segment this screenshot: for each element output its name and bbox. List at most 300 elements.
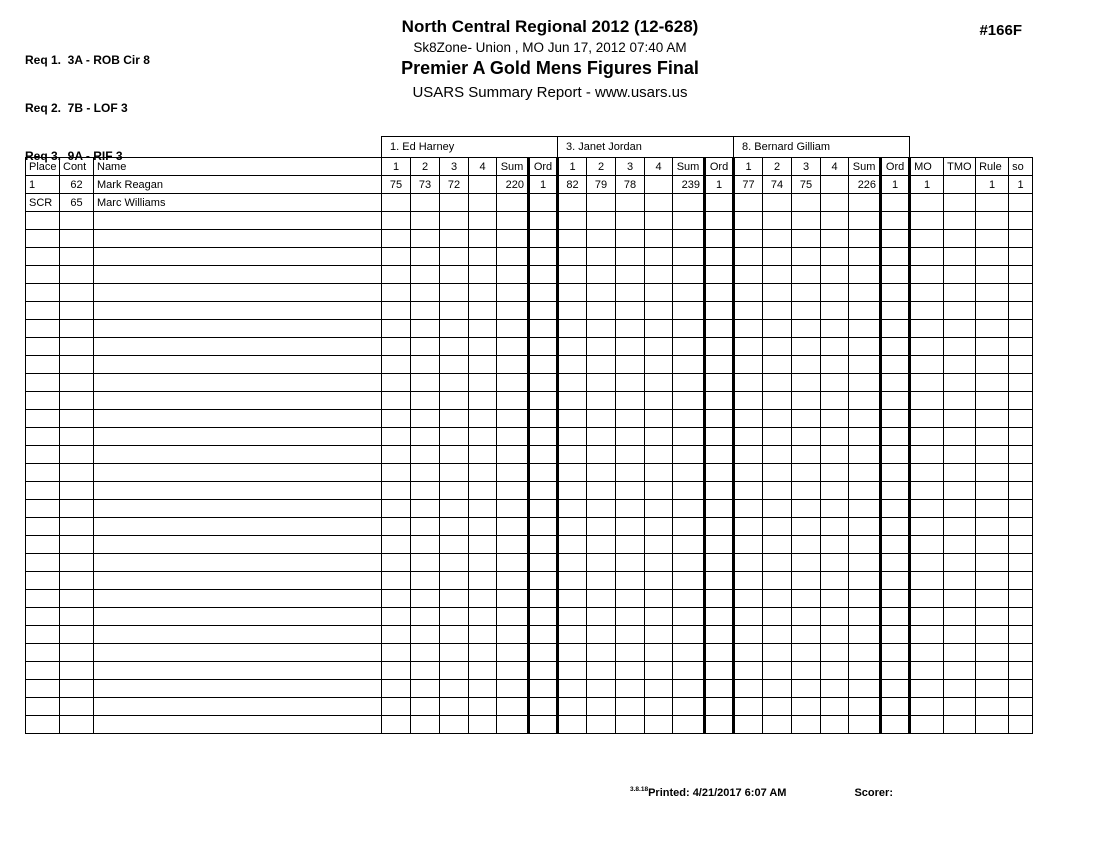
mo-cell	[910, 374, 944, 392]
judge-1-score-1	[382, 212, 411, 230]
cont-cell	[60, 644, 94, 662]
tmo-cell	[944, 302, 976, 320]
so-cell	[1009, 716, 1033, 734]
judge-2-score-4	[645, 608, 673, 626]
empty-row	[26, 302, 1033, 320]
judge-1-score-3	[440, 302, 469, 320]
mo-cell	[910, 356, 944, 374]
judge-3-ord	[881, 644, 910, 662]
judge-3-score-3	[792, 626, 821, 644]
judge-2-sum	[673, 698, 705, 716]
judge-2-score-1	[558, 230, 587, 248]
rule-cell: 1	[976, 176, 1009, 194]
col-header-rule: Rule	[976, 158, 1009, 176]
place-cell	[26, 590, 60, 608]
judge-3-score-3: 75	[792, 176, 821, 194]
judge-2-ord	[705, 302, 734, 320]
name-cell	[94, 482, 382, 500]
judge-3-score-3	[792, 410, 821, 428]
name-cell	[94, 302, 382, 320]
empty-row	[26, 374, 1033, 392]
judge-2-score-3	[616, 374, 645, 392]
empty-row	[26, 446, 1033, 464]
judge-2-sum	[673, 680, 705, 698]
judge-3-score-2	[763, 500, 792, 518]
judge-2-score-3	[616, 230, 645, 248]
judge-1-score-4	[469, 356, 497, 374]
j1-col-1: 1	[382, 158, 411, 176]
judge-3-sum: 226	[849, 176, 881, 194]
mo-cell	[910, 608, 944, 626]
j3-col-3: 3	[792, 158, 821, 176]
judge-3-score-1	[734, 662, 763, 680]
judge-2-sum	[673, 338, 705, 356]
judge-3-score-4	[821, 662, 849, 680]
cont-cell	[60, 302, 94, 320]
judge-3-ord	[881, 716, 910, 734]
judge-1-sum	[497, 590, 529, 608]
name-cell	[94, 662, 382, 680]
judge-2-ord	[705, 698, 734, 716]
so-cell	[1009, 212, 1033, 230]
judge-2-score-2	[587, 446, 616, 464]
judge-3-score-4	[821, 554, 849, 572]
judge-1-score-2	[411, 248, 440, 266]
judge-3-score-3	[792, 518, 821, 536]
judge-1-score-3	[440, 626, 469, 644]
event-number: #166F	[979, 22, 1022, 39]
judge-1-score-1	[382, 248, 411, 266]
judge-1-score-3	[440, 590, 469, 608]
j2-col-2: 2	[587, 158, 616, 176]
cont-cell	[60, 410, 94, 428]
judge-2-ord	[705, 536, 734, 554]
judge-1-score-1	[382, 302, 411, 320]
printed-timestamp: Printed: 4/21/2017 6:07 AM	[648, 787, 787, 799]
judge-2-score-4	[645, 500, 673, 518]
rule-cell	[976, 356, 1009, 374]
judge-2-sum	[673, 482, 705, 500]
so-cell	[1009, 338, 1033, 356]
rule-cell	[976, 266, 1009, 284]
judge-2-sum	[673, 266, 705, 284]
rule-cell	[976, 320, 1009, 338]
judge-2-ord	[705, 248, 734, 266]
judge-3-score-1	[734, 410, 763, 428]
place-cell	[26, 536, 60, 554]
judge-2-score-1	[558, 716, 587, 734]
judge-1-score-2: 73	[411, 176, 440, 194]
requirement-1: Req 1. 3A - ROB Cir 8	[25, 53, 150, 67]
name-cell	[94, 626, 382, 644]
judge-3-sum	[849, 500, 881, 518]
judge-1-score-3	[440, 338, 469, 356]
judge-3-ord	[881, 284, 910, 302]
judge-3-score-2	[763, 464, 792, 482]
judge-3-ord	[881, 248, 910, 266]
judge-2-ord	[705, 194, 734, 212]
judge-2-ord	[705, 680, 734, 698]
judge-1-score-3	[440, 230, 469, 248]
tmo-cell	[944, 464, 976, 482]
judge-2-ord	[705, 644, 734, 662]
judge-2-score-3	[616, 428, 645, 446]
judge-2-score-3	[616, 518, 645, 536]
cont-cell	[60, 482, 94, 500]
judge-3-sum	[849, 716, 881, 734]
judge-1-ord	[529, 266, 558, 284]
judge-2-sum	[673, 626, 705, 644]
judge-3-score-2	[763, 608, 792, 626]
judge-3-score-4	[821, 716, 849, 734]
tmo-cell	[944, 230, 976, 248]
judge-2-ord	[705, 482, 734, 500]
col-header-mo: MO	[910, 158, 944, 176]
judge-3-score-2	[763, 662, 792, 680]
judge-1-score-1	[382, 644, 411, 662]
judge-1-ord	[529, 194, 558, 212]
rule-cell	[976, 680, 1009, 698]
mo-cell	[910, 302, 944, 320]
judge-1-score-4	[469, 662, 497, 680]
judge-2-score-4	[645, 176, 673, 194]
name-cell	[94, 230, 382, 248]
judge-2-ord	[705, 500, 734, 518]
judge-1-ord	[529, 698, 558, 716]
judge-2-score-1	[558, 698, 587, 716]
judge-1-score-2	[411, 572, 440, 590]
judge-1-ord	[529, 608, 558, 626]
judge-3-ord	[881, 626, 910, 644]
judge-2-sum	[673, 608, 705, 626]
mo-cell	[910, 518, 944, 536]
judge-2-sum	[673, 554, 705, 572]
judge-3-score-1	[734, 320, 763, 338]
judge-2-score-3	[616, 464, 645, 482]
judge-1-sum	[497, 554, 529, 572]
judge-1-score-4	[469, 446, 497, 464]
judge-3-score-2: 74	[763, 176, 792, 194]
so-cell	[1009, 446, 1033, 464]
name-cell	[94, 608, 382, 626]
so-cell	[1009, 518, 1033, 536]
judge-1-score-2	[411, 518, 440, 536]
judge-1-score-1	[382, 680, 411, 698]
judge-2-sum	[673, 518, 705, 536]
tmo-cell	[944, 698, 976, 716]
judge-3-score-4	[821, 608, 849, 626]
judge-2-score-1	[558, 590, 587, 608]
judge-1-sum	[497, 302, 529, 320]
judge-1-ord	[529, 680, 558, 698]
col-header-tmo: TMO	[944, 158, 976, 176]
empty-row	[26, 662, 1033, 680]
judge-1-score-2	[411, 194, 440, 212]
judge-3-score-1	[734, 374, 763, 392]
judge-2-sum	[673, 410, 705, 428]
j3-col-2: 2	[763, 158, 792, 176]
rule-cell	[976, 554, 1009, 572]
mo-cell	[910, 248, 944, 266]
judge-1-score-3	[440, 698, 469, 716]
judge-2-score-3	[616, 248, 645, 266]
judge-3-sum	[849, 392, 881, 410]
judge-2-ord	[705, 374, 734, 392]
tmo-cell	[944, 392, 976, 410]
judge-3-score-3	[792, 194, 821, 212]
judge-3-score-3	[792, 644, 821, 662]
judge-2-score-3	[616, 536, 645, 554]
judge-2-ord	[705, 212, 734, 230]
judge-3-score-2	[763, 482, 792, 500]
result-row	[26, 194, 1033, 212]
judge-2-score-3	[616, 284, 645, 302]
name-cell	[94, 518, 382, 536]
judge-2-score-1	[558, 266, 587, 284]
judge-3-score-4	[821, 356, 849, 374]
judge-2-score-1	[558, 356, 587, 374]
judge-1-score-4	[469, 500, 497, 518]
judge-3-score-3	[792, 230, 821, 248]
so-cell	[1009, 428, 1033, 446]
judge-3-sum	[849, 518, 881, 536]
judge-1-score-1: 75	[382, 176, 411, 194]
judge-1-sum	[497, 284, 529, 302]
so-cell	[1009, 320, 1033, 338]
judge-2-score-2	[587, 698, 616, 716]
j1-col-2: 2	[411, 158, 440, 176]
j2-col-3: 3	[616, 158, 645, 176]
judge-2-score-1	[558, 482, 587, 500]
j1-col-ord: Ord	[529, 158, 558, 176]
judge-2-score-4	[645, 302, 673, 320]
judge-2-score-3	[616, 662, 645, 680]
tmo-cell	[944, 680, 976, 698]
judge-3-score-1	[734, 464, 763, 482]
judge-3-sum	[849, 608, 881, 626]
mo-cell	[910, 680, 944, 698]
mo-cell	[910, 194, 944, 212]
judge-3-ord: 1	[881, 176, 910, 194]
tmo-cell	[944, 572, 976, 590]
judge-2-score-4	[645, 230, 673, 248]
judge-1-sum	[497, 536, 529, 554]
judge-1-score-4	[469, 716, 497, 734]
cont-cell	[60, 716, 94, 734]
so-cell	[1009, 662, 1033, 680]
judge-1-sum	[497, 374, 529, 392]
judge-1-score-1	[382, 410, 411, 428]
judge-1-sum	[497, 392, 529, 410]
tmo-cell	[944, 284, 976, 302]
name-cell	[94, 248, 382, 266]
cont-cell	[60, 230, 94, 248]
judge-1-score-4	[469, 374, 497, 392]
judge-2-score-4	[645, 716, 673, 734]
requirement-3: Req 3. 9A - RIF 3	[25, 149, 123, 163]
judge-1-score-3	[440, 212, 469, 230]
judge-2-score-2	[587, 230, 616, 248]
so-cell	[1009, 572, 1033, 590]
judge-1-ord	[529, 392, 558, 410]
judge-1-score-3	[440, 518, 469, 536]
cont-cell	[60, 554, 94, 572]
judge-header-spacer-right	[910, 137, 1033, 158]
place-cell	[26, 320, 60, 338]
judge-2-score-4	[645, 320, 673, 338]
name-cell	[94, 698, 382, 716]
judge-3-score-2	[763, 716, 792, 734]
rule-cell	[976, 500, 1009, 518]
so-cell	[1009, 284, 1033, 302]
judge-2-score-2	[587, 248, 616, 266]
judge-3-sum	[849, 410, 881, 428]
judge-1-score-4	[469, 230, 497, 248]
judge-1-score-2	[411, 482, 440, 500]
judge-2-score-1	[558, 338, 587, 356]
judge-1-sum	[497, 500, 529, 518]
judge-3-sum	[849, 626, 881, 644]
judge-3-ord	[881, 482, 910, 500]
judge-3-score-4	[821, 338, 849, 356]
judge-1-score-1	[382, 464, 411, 482]
judge-2-ord	[705, 410, 734, 428]
judge-1-score-4	[469, 554, 497, 572]
judge-2-score-1	[558, 518, 587, 536]
judge-2-score-1	[558, 392, 587, 410]
name-cell	[94, 716, 382, 734]
judge-3-score-1	[734, 680, 763, 698]
cont-cell	[60, 266, 94, 284]
judge-1-sum	[497, 608, 529, 626]
judge-3-ord	[881, 464, 910, 482]
col-header-name: Name	[94, 158, 382, 176]
name-cell	[94, 464, 382, 482]
name-cell: Marc Williams	[94, 194, 382, 212]
judge-3-score-1	[734, 266, 763, 284]
judge-1-sum	[497, 320, 529, 338]
place-cell	[26, 500, 60, 518]
cont-cell	[60, 320, 94, 338]
judge-3-score-3	[792, 572, 821, 590]
judge-3-score-2	[763, 590, 792, 608]
judge-3-score-2	[763, 302, 792, 320]
tmo-cell	[944, 428, 976, 446]
judge-2-score-2	[587, 554, 616, 572]
judge-2-score-4	[645, 626, 673, 644]
judge-2-sum	[673, 428, 705, 446]
so-cell	[1009, 194, 1033, 212]
judge-1-score-1	[382, 590, 411, 608]
judge-1-score-3	[440, 572, 469, 590]
venue-date-line: Sk8Zone- Union , MO Jun 17, 2012 07:40 AM	[413, 40, 687, 55]
judge-2-sum	[673, 716, 705, 734]
judge-3-score-2	[763, 446, 792, 464]
judge-1-ord	[529, 536, 558, 554]
judge-3-ord	[881, 266, 910, 284]
mo-cell	[910, 392, 944, 410]
judge-3-ord	[881, 230, 910, 248]
judge-2-sum	[673, 230, 705, 248]
name-cell	[94, 266, 382, 284]
judge-2-score-1	[558, 608, 587, 626]
col-header-cont: Cont	[60, 158, 94, 176]
cont-cell	[60, 536, 94, 554]
judge-1-score-4	[469, 428, 497, 446]
tmo-cell	[944, 248, 976, 266]
judge-1-score-2	[411, 320, 440, 338]
judge-3-score-1	[734, 230, 763, 248]
software-version: 3.8.18	[630, 786, 649, 793]
tmo-cell	[944, 176, 976, 194]
name-cell	[94, 536, 382, 554]
judge-3-sum	[849, 194, 881, 212]
judge-2-sum	[673, 374, 705, 392]
judge-1-score-1	[382, 392, 411, 410]
judge-2-score-4	[645, 554, 673, 572]
judge-3-score-2	[763, 428, 792, 446]
empty-row	[26, 356, 1033, 374]
judge-2-score-4	[645, 212, 673, 230]
judge-3-score-1	[734, 446, 763, 464]
judge-2-score-2	[587, 572, 616, 590]
j2-col-sum: Sum	[673, 158, 705, 176]
j3-col-sum: Sum	[849, 158, 881, 176]
so-cell	[1009, 608, 1033, 626]
judge-2-score-4	[645, 356, 673, 374]
judge-2-score-3	[616, 554, 645, 572]
judge-3-score-3	[792, 428, 821, 446]
judge-2-sum	[673, 464, 705, 482]
judge-3-score-1	[734, 698, 763, 716]
judge-3-score-4	[821, 644, 849, 662]
judge-3-sum	[849, 212, 881, 230]
judge-3-score-4	[821, 284, 849, 302]
empty-row	[26, 518, 1033, 536]
judge-3-score-4	[821, 482, 849, 500]
place-cell: SCR	[26, 194, 60, 212]
judge-3-score-1	[734, 518, 763, 536]
judge-1-ord	[529, 356, 558, 374]
rule-cell	[976, 410, 1009, 428]
judge-2-ord	[705, 338, 734, 356]
mo-cell	[910, 446, 944, 464]
judge-3-score-2	[763, 572, 792, 590]
judge-2-score-3	[616, 644, 645, 662]
judge-1-score-1	[382, 662, 411, 680]
judge-3-sum	[849, 356, 881, 374]
judge-1-score-2	[411, 284, 440, 302]
so-cell: 1	[1009, 176, 1033, 194]
place-cell	[26, 428, 60, 446]
judge-3-score-1	[734, 590, 763, 608]
judge-3-score-1	[734, 194, 763, 212]
judge-3-ord	[881, 194, 910, 212]
judge-3-score-4	[821, 626, 849, 644]
place-cell	[26, 392, 60, 410]
judge-3-score-2	[763, 356, 792, 374]
judge-2-ord	[705, 392, 734, 410]
cont-cell	[60, 356, 94, 374]
so-cell	[1009, 248, 1033, 266]
so-cell	[1009, 356, 1033, 374]
judge-2-score-3	[616, 572, 645, 590]
empty-row	[26, 284, 1033, 302]
cont-cell: 62	[60, 176, 94, 194]
judge-3-score-3	[792, 284, 821, 302]
name-cell: Mark Reagan	[94, 176, 382, 194]
place-cell	[26, 482, 60, 500]
